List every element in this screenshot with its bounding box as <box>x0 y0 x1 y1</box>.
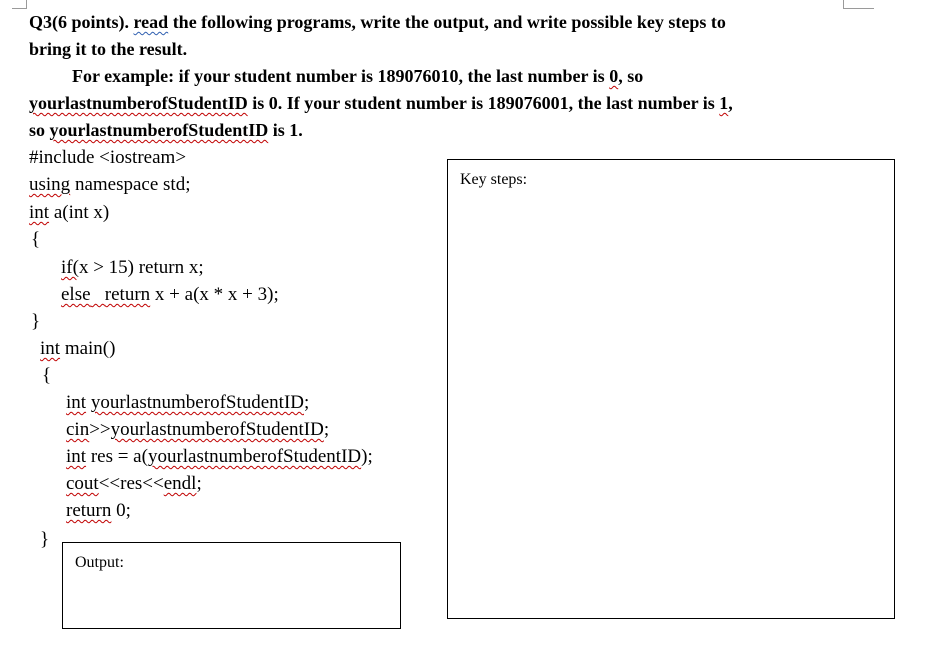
code-decl-semicolon: ; <box>304 392 310 413</box>
code-decl-int: int <box>66 392 87 413</box>
example-digit-0: 0 <box>609 66 619 86</box>
question-line-1-rest: the following programs, write the output, and write possible key steps to <box>168 12 726 32</box>
code-cout-operators: <<res<< <box>98 473 164 494</box>
example-line-1-end: , so <box>618 66 644 86</box>
code-using-rest: namespace std; <box>70 174 191 195</box>
code-include: #include <iostream> <box>29 147 187 168</box>
code-func-int: int <box>29 202 50 223</box>
code-func-signature <box>29 203 109 222</box>
page-corner-mark-right <box>843 0 874 9</box>
example-digit-1: 1 <box>719 93 729 113</box>
example-line-2-text: is 0. If your student number is 189076001, the last number is <box>247 93 720 113</box>
code-res-assign: res = a( <box>86 446 148 467</box>
example-line-3-start: so <box>29 120 50 140</box>
code-using <box>29 175 190 194</box>
code-brace-close-1: } <box>31 311 41 332</box>
code-return-line <box>66 501 131 520</box>
code-brace-open-1: { <box>31 229 41 250</box>
code-if-keyword: if( <box>61 257 79 278</box>
question-prefix: Q3(6 points). <box>29 12 134 32</box>
code-main-int: int <box>40 338 61 359</box>
example-line-2 <box>29 94 733 112</box>
code-cout-endl: endl <box>163 473 197 494</box>
key-steps-label: Key steps: <box>460 171 528 188</box>
code-else-line <box>61 285 279 304</box>
question-line-1 <box>29 13 726 31</box>
code-if-rest: x > 15) return x; <box>78 257 204 278</box>
code-else-return: return <box>104 284 151 305</box>
example-line-1-text: For example: if your student number is 189076010, the last number is <box>72 66 610 86</box>
output-box[interactable] <box>62 542 401 629</box>
code-cout-keyword: cout <box>66 473 99 494</box>
code-decl-variable: yourlastnumberofStudentID <box>90 392 304 413</box>
page-corner-mark-left <box>12 0 27 9</box>
output-label: Output: <box>75 554 124 571</box>
code-cin-variable: yourlastnumberofStudentID <box>110 419 324 440</box>
code-return-keyword: return <box>66 500 112 521</box>
code-main-line <box>40 339 115 358</box>
code-res-end: ); <box>361 446 373 467</box>
code-func-rest: a(int x) <box>49 202 110 223</box>
code-cout-semicolon: ; <box>196 473 202 494</box>
example-line-3 <box>29 121 303 139</box>
code-cin-line <box>66 420 329 439</box>
code-decl-line <box>66 393 309 412</box>
code-else-keyword: else <box>61 284 91 305</box>
code-cin-operator: >> <box>89 419 111 440</box>
code-brace-close-2: } <box>40 529 50 550</box>
code-res-line <box>66 447 373 466</box>
code-res-int: int <box>66 446 87 467</box>
code-using-keyword: using <box>29 174 71 195</box>
code-cin-semicolon: ; <box>323 419 330 440</box>
code-else-rest: x + a(x * x + 3); <box>150 284 279 305</box>
key-steps-box[interactable] <box>447 159 895 619</box>
code-res-variable: yourlastnumberofStudentID <box>147 446 362 467</box>
code-cin-keyword: cin <box>66 419 90 440</box>
code-cout-line <box>66 474 202 493</box>
code-if-line <box>61 258 204 277</box>
code-else-gap <box>91 284 105 305</box>
code-brace-open-2: { <box>42 365 52 386</box>
example-variable-name-2: yourlastnumberofStudentID <box>49 120 269 140</box>
example-line-3-end: is 1. <box>268 120 303 140</box>
example-line-2-end: , <box>728 93 733 113</box>
code-return-rest: 0; <box>111 500 131 521</box>
example-variable-name: yourlastnumberofStudentID <box>29 93 248 113</box>
code-main-rest: main() <box>60 338 116 359</box>
example-line-1 <box>72 67 643 85</box>
question-read-word: read <box>133 12 169 32</box>
question-line-2: bring it to the result. <box>29 39 188 59</box>
